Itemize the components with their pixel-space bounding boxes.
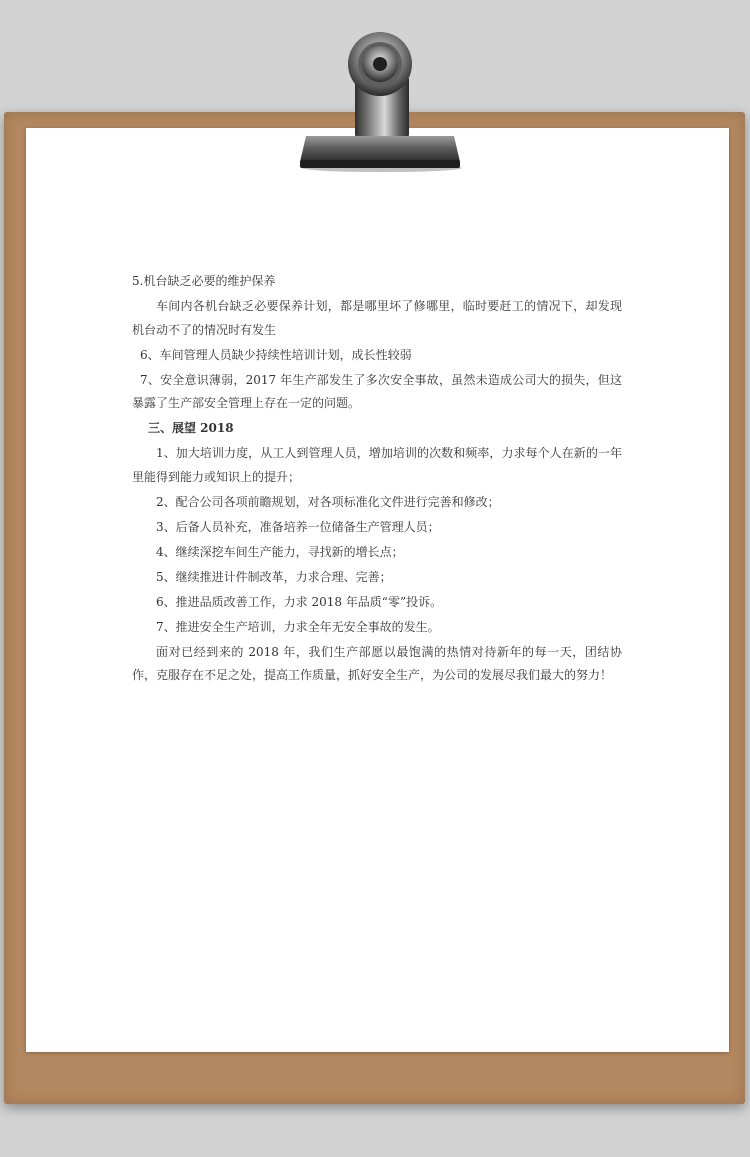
section-heading-outlook: 三、展望 2018: [148, 421, 234, 435]
plan-item-7: 7、推进安全生产培训，力求全年无安全事故的发生。: [156, 619, 440, 634]
issue-5-text: 车间内各机台缺乏必要保养计划，都是哪里坏了修哪里，临时要赶工的情况下，却发现机台动不了的情况时有发生: [132, 299, 622, 337]
issue-7-text: 7、安全意识薄弱，2017 年生产部发生了多次安全事故，虽然未造成公司大的损失，但这暴露了生产部安全管理上存在一定的问题。: [132, 372, 622, 410]
plan-item-1: 1、加大培训力度，从工人到管理人员，增加培训的次数和频率，力求每个人在新的一年里能得到能力或知识上的提升；: [132, 446, 622, 484]
issue-6-text: 6、车间管理人员缺少持续性培训计划，成长性较弱: [140, 347, 412, 362]
plan-item-2: 2、配合公司各项前瞻规划，对各项标准化文件进行完善和修改；: [156, 494, 500, 509]
issue-5-heading: 5.机台缺乏必要的维护保养: [132, 274, 276, 288]
plan-item-5: 5、继续推进计件制改革，力求合理、完善；: [156, 569, 392, 584]
plan-item-3: 3、后备人员补充，准备培养一位储备生产管理人员；: [156, 519, 440, 534]
plan-item-6: 6、推进品质改善工作，力求 2018 年品质“零”投诉。: [156, 594, 443, 609]
plan-item-4: 4、继续深挖车间生产能力，寻找新的增长点；: [156, 544, 404, 559]
binder-clip-icon: [298, 24, 462, 172]
closing-paragraph: 面对已经到来的 2018 年，我们生产部愿以最饱满的热情对待新年的每一天，团结协作，克服存在不足之处，提高工作质量，抓好安全生产，为公司的发展尽我们最大的努力！: [132, 644, 622, 682]
document-body: [132, 270, 622, 689]
